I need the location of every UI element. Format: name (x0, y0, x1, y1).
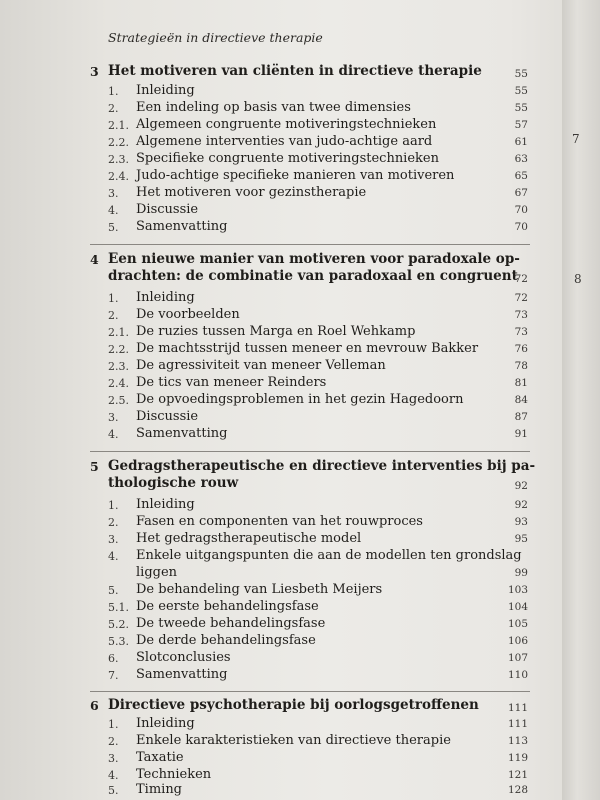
page-number: 65 (514, 170, 528, 182)
section-number: 3. (108, 752, 119, 765)
section-number: 2.3. (108, 360, 129, 373)
page-number: 70 (514, 204, 528, 216)
section-number: 7. (108, 669, 119, 682)
section-number: 4. (108, 428, 119, 441)
chapter-title: Gedragstherapeutische en directieve interventies bij pa- (108, 458, 536, 474)
page-number: 128 (507, 784, 528, 796)
section-number: 1. (108, 718, 119, 731)
section-number: 2.1. (108, 119, 129, 132)
page-number: 76 (514, 343, 528, 355)
section-number: 4. (108, 204, 119, 217)
section-title: Fasen en componenten van het rouwproces (136, 514, 423, 529)
section-title: De opvoedingsproblemen in het gezin Hagedoorn (136, 392, 464, 407)
section-number: 2. (108, 309, 119, 322)
chapter-title: Het motiveren van cliënten in directieve therapie (108, 63, 482, 79)
section-title: Enkele karakteristieken van directieve therapie (136, 733, 451, 748)
page-number: 121 (507, 769, 528, 781)
section-title: De eerste behandelingsfase (136, 599, 319, 614)
toc-entry (0, 650, 600, 666)
chapter-heading (0, 458, 600, 476)
toc-entry (0, 219, 600, 235)
page-number: 110 (507, 669, 528, 681)
chapter-number: 6 (90, 698, 99, 713)
section-title: Timing (136, 782, 183, 797)
page-number: 95 (514, 533, 528, 545)
page-number: 67 (514, 187, 528, 199)
toc-entry (0, 633, 600, 649)
chapter-divider (90, 244, 530, 245)
section-title: Algemene interventies van judo-achtige aard (136, 134, 433, 149)
section-title: Slotconclusies (136, 650, 231, 665)
toc-entry (0, 290, 600, 306)
toc-entry-continued (0, 565, 600, 581)
section-number: 4. (108, 550, 119, 563)
chapter-divider (90, 451, 530, 452)
page-number: 99 (514, 567, 528, 579)
toc-entry (0, 426, 600, 442)
toc-entry (0, 358, 600, 374)
chapter-heading (0, 697, 600, 715)
section-title: Een indeling op basis van twee dimensies (136, 100, 411, 115)
chapter-title: thologische rouw (108, 475, 239, 491)
section-title: Technieken (136, 767, 212, 782)
toc-entry (0, 185, 600, 201)
section-number: 5. (108, 584, 119, 597)
chapter-divider (90, 691, 530, 692)
section-title: De derde behandelingsfase (136, 633, 316, 648)
toc-entry (0, 100, 600, 116)
chapter-heading-continued (0, 268, 600, 286)
toc-entry (0, 599, 600, 615)
section-number: 5.1. (108, 601, 129, 614)
section-number: 2.3. (108, 153, 129, 166)
section-number: 4. (108, 769, 119, 782)
page-number: 81 (514, 377, 528, 389)
page-number: 57 (514, 119, 528, 131)
page-number: 91 (514, 428, 528, 440)
page-number: 84 (514, 394, 528, 406)
section-title: De voorbeelden (136, 307, 240, 322)
page-number: 111 (507, 718, 528, 730)
page-number: 113 (507, 735, 528, 747)
toc-entry (0, 514, 600, 530)
toc-entry (0, 616, 600, 632)
section-title: Taxatie (136, 750, 184, 765)
section-title: Samenvatting (136, 219, 228, 234)
chapter-number: 3 (90, 64, 99, 79)
toc-entry (0, 307, 600, 323)
page-number: 70 (514, 221, 528, 233)
section-number: 5. (108, 221, 119, 234)
toc-entry (0, 392, 600, 408)
page-number: 107 (507, 652, 528, 664)
toc-entry (0, 151, 600, 167)
section-title: Samenvatting (136, 667, 228, 682)
section-title: Samenvatting (136, 426, 228, 441)
page-number: 105 (507, 618, 528, 630)
toc-entry (0, 168, 600, 184)
page-number: 55 (514, 85, 528, 97)
toc-entry (0, 202, 600, 218)
chapter-heading (0, 251, 600, 269)
page-number: 72 (514, 292, 528, 304)
page-number: 63 (514, 153, 528, 165)
section-number: 6. (108, 652, 119, 665)
section-title: Algemeen congruente motiveringstechnieken (136, 117, 437, 132)
section-title: Inleiding (136, 290, 195, 305)
section-number: 2.1. (108, 326, 129, 339)
section-number: 2. (108, 735, 119, 748)
toc-entry (0, 117, 600, 133)
edge-mark: 7 (572, 132, 580, 146)
page-number: 119 (507, 752, 528, 764)
chapter-title: Directieve psychotherapie bij oorlogsgetroffenen (108, 697, 479, 713)
chapter-number: 4 (90, 252, 99, 267)
edge-mark: 8 (574, 272, 582, 286)
section-number: 5.2. (108, 618, 129, 631)
section-number: 2.2. (108, 343, 129, 356)
toc-entry (0, 341, 600, 357)
section-number: 1. (108, 85, 119, 98)
section-title: Discussie (136, 409, 199, 424)
section-title: De tweede behandelingsfase (136, 616, 326, 631)
toc-entry (0, 782, 600, 798)
section-number: 2.4. (108, 170, 129, 183)
toc-entry (0, 375, 600, 391)
section-number: 1. (108, 499, 119, 512)
section-title: De machtsstrijd tussen meneer en mevrouw Bakker (136, 341, 479, 356)
section-title: De agressiviteit van meneer Velleman (136, 358, 386, 373)
toc-entry (0, 134, 600, 150)
toc-entry (0, 531, 600, 547)
chapter-title: drachten: de combinatie van paradoxaal en congruent (108, 268, 518, 284)
toc-entry (0, 409, 600, 425)
page-number: 61 (514, 136, 528, 148)
section-title: De behandeling van Liesbeth Meijers (136, 582, 383, 597)
page-number: 55 (514, 68, 528, 80)
section-title: Enkele uitgangspunten die aan de modellen ten grondslag (136, 548, 522, 563)
chapter-heading-continued (0, 475, 600, 493)
page-number: 111 (507, 702, 528, 714)
section-title: Inleiding (136, 83, 195, 98)
section-number: 2. (108, 102, 119, 115)
toc-entry (0, 324, 600, 340)
toc-entry (0, 83, 600, 99)
section-number: 3. (108, 187, 119, 200)
section-number: 3. (108, 411, 119, 424)
section-number: 1. (108, 292, 119, 305)
page-number: 73 (514, 326, 528, 338)
section-title: Discussie (136, 202, 199, 217)
toc-entry (0, 667, 600, 683)
toc-entry (0, 497, 600, 513)
page-number: 92 (514, 499, 528, 511)
page-number: 87 (514, 411, 528, 423)
page-number: 72 (514, 273, 528, 285)
running-head: Strategieën in directieve therapie (108, 30, 323, 45)
section-title: Inleiding (136, 497, 195, 512)
section-number: 5.3. (108, 635, 129, 648)
section-title: De tics van meneer Reinders (136, 375, 327, 390)
toc-entry (0, 767, 600, 783)
section-number: 3. (108, 533, 119, 546)
section-title: Het gedragstherapeutische model (136, 531, 362, 546)
page-number: 92 (514, 480, 528, 492)
section-title: Specifieke congruente motiveringstechnieken (136, 151, 439, 166)
chapter-heading (0, 63, 600, 81)
section-number: 2.5. (108, 394, 129, 407)
page-number: 78 (514, 360, 528, 372)
page-number: 55 (514, 102, 528, 114)
chapter-number: 5 (90, 459, 99, 474)
section-title: liggen (136, 565, 178, 580)
toc-entry (0, 716, 600, 732)
section-number: 5. (108, 784, 119, 797)
page-number: 103 (507, 584, 528, 596)
page-number: 73 (514, 309, 528, 321)
section-number: 2.4. (108, 377, 129, 390)
chapter-title: Een nieuwe manier van motiveren voor paradoxale op- (108, 251, 520, 267)
toc-entry (0, 548, 600, 564)
section-title: Het motiveren voor gezinstherapie (136, 185, 367, 200)
section-number: 2. (108, 516, 119, 529)
toc-entry (0, 733, 600, 749)
section-title: De ruzies tussen Marga en Roel Wehkamp (136, 324, 416, 339)
section-title: Inleiding (136, 716, 195, 731)
page-number: 93 (514, 516, 528, 528)
toc-entry (0, 750, 600, 766)
toc-entry (0, 582, 600, 598)
page-number: 106 (507, 635, 528, 647)
page-number: 104 (507, 601, 528, 613)
section-title: Judo-achtige specifieke manieren van motiveren (136, 168, 455, 183)
section-number: 2.2. (108, 136, 129, 149)
